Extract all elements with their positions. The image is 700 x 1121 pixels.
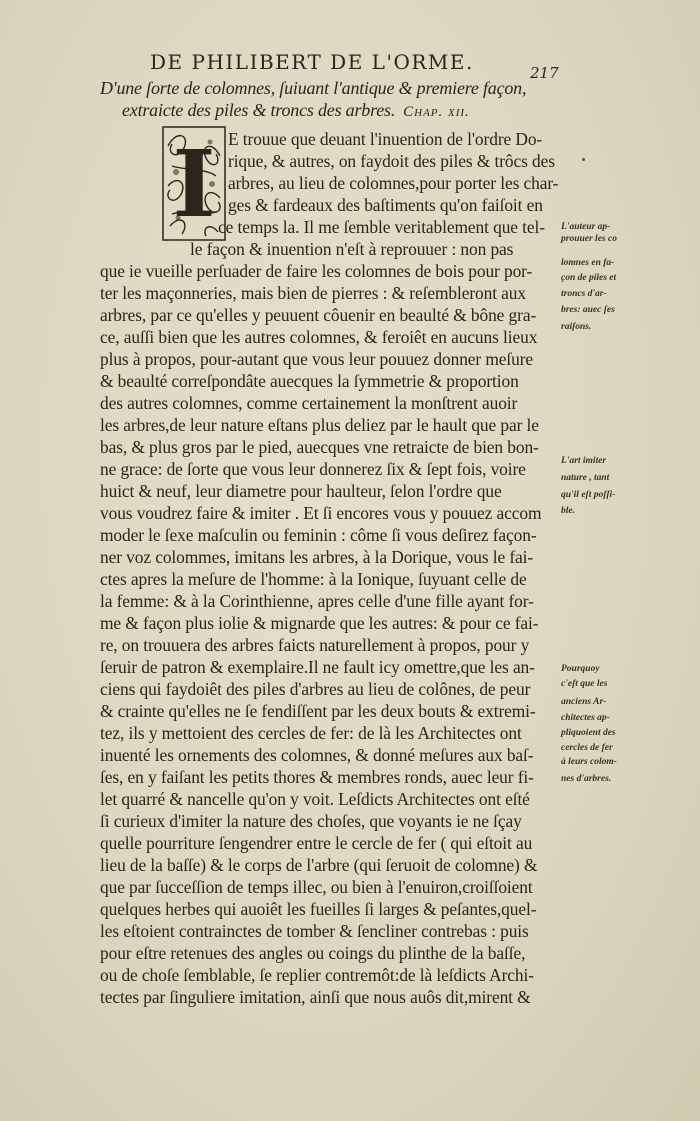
body-line: ne grace: de ſorte que vous leur donnerez ſix & ſept fois, voire xyxy=(100,459,526,479)
decorated-initial-letter xyxy=(162,126,226,241)
body-line: inuenté les ornements des colomnes, & donné meſures aux baſ- xyxy=(100,745,534,765)
marginal-note-line: anciens Ar- xyxy=(561,697,607,707)
body-line: ou de choſe ſemblable, ſe replier contremôt:de là leſdicts Archi- xyxy=(100,965,534,985)
marginal-note-line: Pourquoy xyxy=(561,664,600,674)
body-line: E trouue que deuant l'inuention de l'ordre Do- xyxy=(228,129,543,149)
marginal-note-line: bres: auec ſes xyxy=(561,305,615,315)
chapter-heading-line-2 xyxy=(122,100,470,121)
body-line: que ie vueille perſuader de faire les colomnes de bois pour por- xyxy=(100,261,533,281)
marginal-note-line: qu'il eſt poſſi- xyxy=(561,490,616,500)
body-line: let quarré & nancelle qu'on y voit. Leſdicts Architectes ont eſté xyxy=(100,789,530,809)
body-line: quelle pourriture ſengendrer entre le cercle de fer ( qui eſtoit au xyxy=(100,833,533,853)
body-line: me & façon plus iolie & mignarde que les autres: & pour ce fai- xyxy=(100,613,539,633)
marginal-note-line: L'art imiter xyxy=(561,456,607,466)
initial-letter-glyph: I xyxy=(172,130,216,238)
marginal-note-line: ble. xyxy=(561,506,575,516)
body-line: tez, ils y mettoient des cercles de fer: de là les Architectes ont xyxy=(100,723,522,743)
running-head: DE PHILIBERT DE L'ORME. xyxy=(150,50,474,74)
marginal-note-line: troncs d'ar- xyxy=(561,289,607,299)
body-line: des autres colomnes, comme certainement la monſtrent auoir xyxy=(100,393,518,413)
chapter-heading-line-1: D'une ſorte de colomnes, ſuiuant l'antique & premiere façon, xyxy=(100,78,527,98)
marginal-note-line: nature , tant xyxy=(561,473,610,483)
body-line: vous voudrez faire & imiter . Et ſi encores vous y pouuez accom xyxy=(100,503,542,523)
body-line: arbres, par ce qu'elles y peuuent côuenir en beaulté & bône gra- xyxy=(100,305,537,325)
body-line: arbres, au lieu de colomnes,pour porter les char- xyxy=(228,173,559,193)
body-line: bas, & plus gros par le pied, auecques vne retraicte de bien bon- xyxy=(100,437,539,457)
body-line: ter les maçonneries, mais bien de pierres : & reſembleront aux xyxy=(100,283,526,303)
body-line: & crainte qu'elles ne ſe fendiſſent par les deux bouts & extremi- xyxy=(100,701,536,721)
body-line: ſeruir de patron & exemplaire.Il ne fault icy omettre,que les an- xyxy=(100,657,535,677)
chapter-number: Chap. xii. xyxy=(403,104,470,120)
body-line: moder le ſexe maſculin ou feminin : côme ſi vous deſirez façon- xyxy=(100,525,537,545)
marginal-note-line: çon de piles et xyxy=(561,273,617,283)
body-line: rique, & autres, on faydoit des piles & trôcs des xyxy=(228,151,555,171)
body-line: ciens qui faydoiêt des piles d'arbres au lieu de colônes, de peur xyxy=(100,679,531,699)
marginal-note-line: pliquoient des xyxy=(561,728,616,738)
body-line: ner voz colommes, imitans les arbres, à la Dorique, vous le fai- xyxy=(100,547,534,567)
body-line: tectes par ſinguliere imitation, ainſi que nous auôs dit,mirent & xyxy=(100,987,531,1007)
marginal-note-line: cercles de fer xyxy=(561,743,613,753)
body-line: re, on trouuera des arbres faicts naturellement à propos, pour y xyxy=(100,635,530,655)
marginal-note-line: prouuer les co xyxy=(561,234,617,244)
marginal-note-line: L'auteur ap- xyxy=(561,222,611,232)
marginal-note-line: nes d'arbres. xyxy=(561,774,612,784)
marginal-note-line: raiſons. xyxy=(561,322,592,332)
marginal-note-line: chitectes ap- xyxy=(561,713,610,723)
body-line: plus à propos, pour-autant que vous leur pouuez donner meſure xyxy=(100,349,534,369)
body-line: ſes, en y faiſant les petits thores & membres ronds, auec leur fi- xyxy=(100,767,534,787)
marginal-note-line: lomnes en fa- xyxy=(561,258,615,268)
body-line: ſi curieux d'imiter la nature des choſes, que voyants ie ne ſçay xyxy=(100,811,522,831)
marginal-note-line: c'eſt que les xyxy=(561,679,608,689)
body-line: le façon & inuention n'eſt à reprouuer : non pas xyxy=(190,239,514,259)
body-line: que par ſucceſſion de temps illec, ou bien à l'enuiron,croiſſoient xyxy=(100,877,533,897)
body-line: ce temps la. Il me ſemble veritablement que tel- xyxy=(218,217,545,237)
body-line: ctes apres la meſure de l'homme: à la Ionique, ſuyuant celle de xyxy=(100,569,527,589)
body-line: pour eſtre retenues des angles ou coings du plinthe de la baſſe, xyxy=(100,943,526,963)
page-number: 217 xyxy=(530,64,559,82)
marginal-note-line: à leurs colom- xyxy=(561,757,617,767)
ink-dot xyxy=(582,158,585,161)
body-line: ce, auſſi bien que les autres colomnes, & feroiêt en aucuns lieux xyxy=(100,327,538,347)
body-line: ges & fardeaux des baſtiments qu'on faiſoit en xyxy=(228,195,543,215)
chapter-heading-text: extraicte des piles & troncs des arbres. xyxy=(122,100,396,120)
body-line: lieu de la baſſe) & le corps de l'arbre (qui ſeruoit de colomne) & xyxy=(100,855,538,875)
body-line: & beaulté correſpondâte auecques la ſymmetrie & proportion xyxy=(100,371,519,391)
body-line: les arbres,de leur nature eſtans plus deliez par le hault que par le xyxy=(100,415,539,435)
body-line: la femme: & à la Corinthienne, apres celle d'une fille ayant for- xyxy=(100,591,534,611)
body-line: quelques herbes qui auoiêt les fueilles ſi larges & peſantes,quel- xyxy=(100,899,537,919)
body-line: les eſtoient contrainctes de tomber & ſencliner contrebas : puis xyxy=(100,921,529,941)
body-line: huict & neuf, leur diametre pour haulteur, ſelon l'ordre que xyxy=(100,481,502,501)
